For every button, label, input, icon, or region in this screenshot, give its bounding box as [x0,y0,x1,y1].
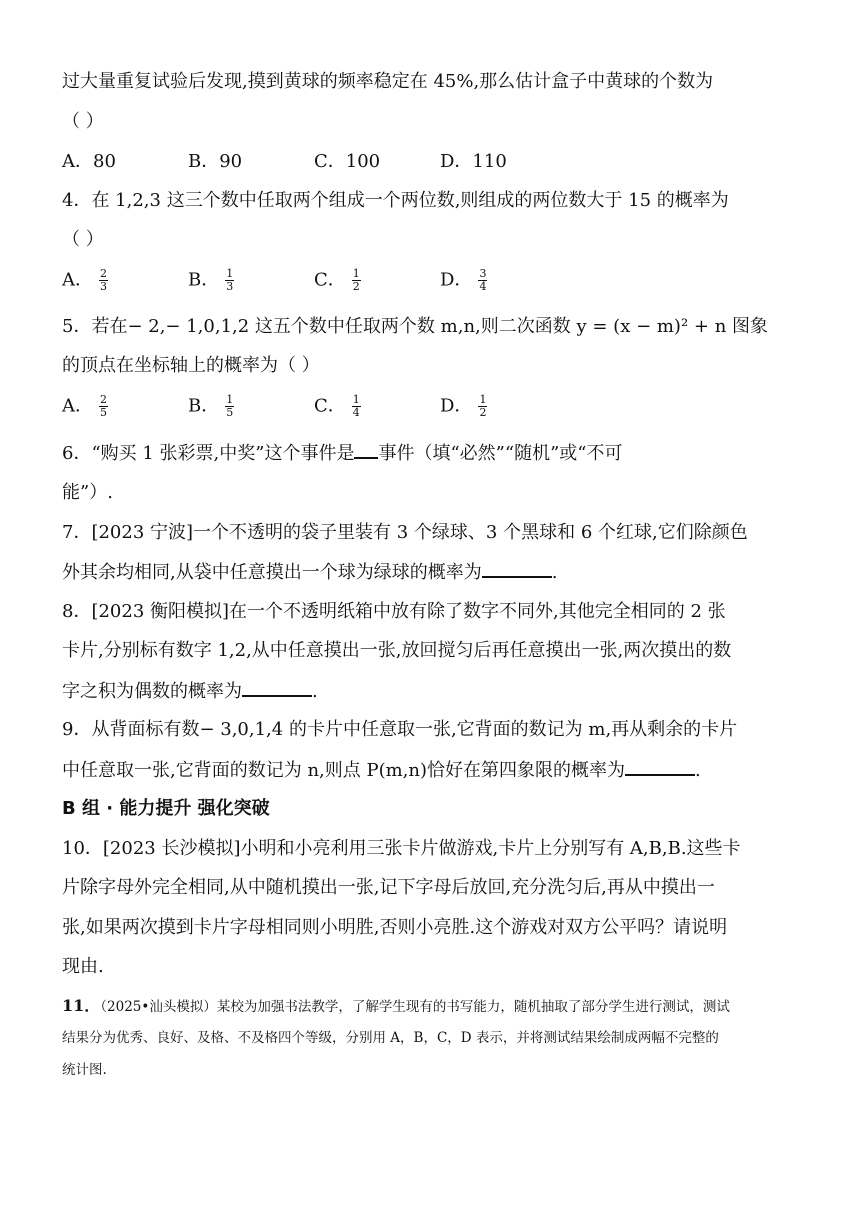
q4-text-line1: 4．在 1,2,3 这三个数中任取两个组成一个两位数,则组成的两位数大于 15 的概率为 [62,190,729,211]
q3-text-line1: 过大量重复试验后发现,摸到黄球的频率稳定在 45%,那么估计盒子中黄球的个数为 [62,71,714,92]
q9-text-line2: 中任意取一张,它背面的数记为 n,则点 P(m,n)恰好在第四象限的概率为 . [62,760,701,781]
q5-text-line1: 5．若在− 2,− 1,0,1,2 这五个数中任取两个数 m,n,则二次函数 y = (x − m)² + n 图象 [62,316,769,337]
q6-text-line1: 6．“购买 1 张彩票,中奖”这个事件是 事件（填“必然”“随机”或“不可 [62,443,623,464]
q11-number: 11． [62,996,101,1015]
q5-option-b: B． $\frac{1}{5}$ [188,393,234,419]
fraction: $\frac{1}{4}$ [352,393,360,419]
fraction: $\frac{3}{4}$ [479,267,487,293]
fraction: $\frac{2}{5}$ [100,393,107,419]
fraction: $\frac{2}{3}$ [100,267,107,293]
q4-option-d: D． $\frac{3}{4}$ [440,267,487,293]
answer-blank[interactable] [354,441,378,459]
q6-text-line2: 能”）. [62,482,113,503]
answer-blank[interactable] [625,758,695,776]
q10-text-line1: 10．[2023 长沙模拟]小明和小亮利用三张卡片做游戏,卡片上分别写有 A,B,B.这些卡 [62,838,741,859]
q7-text-line2: 外其余均相同,从袋中任意摸出一个球为绿球的概率为 . [62,562,558,583]
q11-text-line3: 统计图. [62,1062,107,1078]
fraction: $\frac{1}{3}$ [226,267,234,293]
q4-option-a: A． $\frac{2}{3}$ [62,267,107,293]
q8-text-line1: 8．[2023 衡阳模拟]在一个不透明纸箱中放有除了数字不同外,其他完全相同的 2 张 [62,601,726,622]
q3-answer-bracket: （ ） [62,111,104,132]
q5-text-line2: 的顶点在坐标轴上的概率为（ ） [62,355,320,376]
q4-option-c: C． $\frac{1}{2}$ [314,267,360,293]
q3-option-c: C．100 [314,151,381,172]
q10-text-line3: 张,如果两次摸到卡片字母相同则小明胜,否则小亮胜.这个游戏对双方公平吗？请说明 [62,917,728,938]
answer-blank[interactable] [482,560,552,578]
q5-option-d: D． $\frac{1}{2}$ [440,393,487,419]
q7-text-line1: 7．[2023 宁波]一个不透明的袋子里装有 3 个绿球、3 个黑球和 6 个红球,它们除颜色 [62,522,748,543]
q3-option-a: A．80 [62,151,116,172]
q11-text-line2: 结果分为优秀、良好、及格、不及格四个等级，分别用 A，B，C，D 表示，并将测试结果绘制成两幅不完整的 [62,1030,719,1046]
fraction: $\frac{1}{2}$ [479,393,487,419]
fraction: $\frac{1}{5}$ [226,393,234,419]
q5-option-c: C． $\frac{1}{4}$ [314,393,360,419]
q3-option-b: B．90 [188,151,243,172]
q4-answer-bracket: （ ） [62,229,104,250]
section-b-heading: B 组 · 能力提升 强化突破 [62,798,270,819]
answer-blank[interactable] [242,679,312,697]
q10-text-line2: 片除字母外完全相同,从中随机摸出一张,记下字母后放回,充分洗匀后,再从中摸出一 [62,877,715,898]
q10-text-line4: 现由. [62,956,104,977]
q8-text-line3: 字之积为偶数的概率为 . [62,681,318,702]
q9-text-line1: 9．从背面标有数− 3,0,1,4 的卡片中任意取一张,它背面的数记为 m,再从剩余的卡片 [62,719,738,740]
fraction: $\frac{1}{2}$ [352,267,360,293]
q3-option-d: D．110 [440,151,507,172]
q5-option-a: A． $\frac{2}{5}$ [62,393,107,419]
q8-text-line2: 卡片,分别标有数字 1,2,从中任意摸出一张,放回搅匀后再任意摸出一张,两次摸出的数 [62,640,732,661]
q4-option-b: B． $\frac{1}{3}$ [188,267,234,293]
q11-text-line1: 11．（2025•汕头模拟）某校为加强书法教学，了解学生现有的书写能力，随机抽取了部分学生进行测试，测试 [62,996,730,1015]
